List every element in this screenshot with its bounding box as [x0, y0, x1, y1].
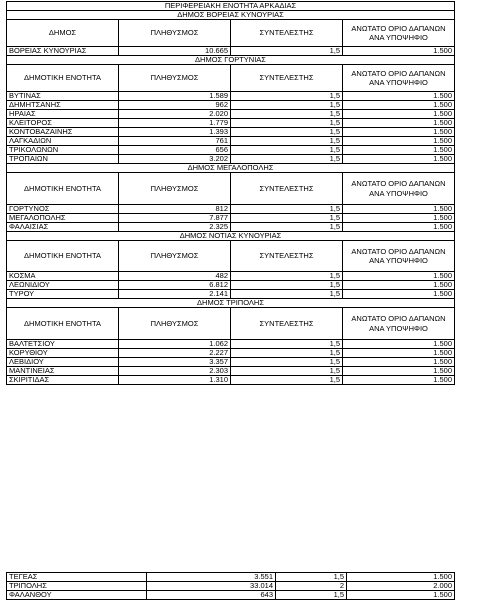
header-max-limit: ΑΝΩΤΑΤΟ ΟΡΙΟ ΔΑΠΑΝΩΝ ΑΝΑ ΥΠΟΨΗΦΙΟ: [343, 241, 455, 272]
unit-name: ΒΥΤΙΝΑΣ: [7, 92, 119, 101]
unit-name: ΒΑΛΤΕΤΣΙΟΥ: [7, 340, 119, 349]
max-limit-value: 1.500: [343, 119, 455, 128]
population-value: 3.202: [119, 155, 231, 164]
continuation-table: [6, 572, 455, 600]
coefficient-value: 1,5: [231, 367, 343, 376]
population-value: 2.325: [119, 223, 231, 232]
header-name: ΔΗΜΟΣ: [7, 20, 119, 47]
unit-name: ΔΗΜΗΤΣΑΝΗΣ: [7, 101, 119, 110]
coefficient-value: 1,5: [231, 281, 343, 290]
population-value: 2.303: [119, 367, 231, 376]
coefficient-value: 1,5: [231, 146, 343, 155]
column-header-row: [7, 20, 455, 47]
section-title-row: [7, 299, 455, 308]
table-row: [7, 340, 455, 349]
column-header-row: [7, 308, 455, 340]
population-value: 3.357: [119, 358, 231, 367]
coefficient-value: 1,5: [231, 47, 343, 56]
population-value: 643: [147, 591, 276, 600]
section-title-row: [7, 232, 455, 241]
header-max-limit: ΑΝΩΤΑΤΟ ΟΡΙΟ ΔΑΠΑΝΩΝ ΑΝΑ ΥΠΟΨΗΦΙΟ: [343, 308, 455, 340]
coefficient-value: 1,5: [231, 272, 343, 281]
max-limit-value: 1.500: [343, 340, 455, 349]
max-limit-value: 1.500: [343, 92, 455, 101]
main-title-row: [7, 2, 455, 11]
column-header-row: [7, 65, 455, 92]
table-row: [7, 272, 455, 281]
section-title: ΔΗΜΟΣ ΝΟΤΙΑΣ ΚΥΝΟΥΡΙΑΣ: [7, 232, 455, 241]
coefficient-value: 1,5: [276, 573, 347, 582]
unit-name: ΤΡΙΚΟΛΩΝΩΝ: [7, 146, 119, 155]
header-coefficient: ΣΥΝΤΕΛΕΣΤΗΣ: [231, 308, 343, 340]
table-row: [7, 582, 455, 591]
unit-name: ΣΚΙΡΙΤΙΔΑΣ: [7, 376, 119, 385]
coefficient-value: 1,5: [231, 155, 343, 164]
coefficient-value: 1,5: [231, 205, 343, 214]
header-population: ΠΛΗΘΥΣΜΟΣ: [119, 308, 231, 340]
unit-name: ΜΑΝΤΙΝΕΙΑΣ: [7, 367, 119, 376]
max-limit-value: 1.500: [343, 47, 455, 56]
table-row: [7, 47, 455, 56]
table-row: [7, 205, 455, 214]
unit-name: ΛΑΓΚΑΔΙΩΝ: [7, 137, 119, 146]
coefficient-value: 1,5: [231, 349, 343, 358]
max-limit-value: 1.500: [343, 349, 455, 358]
population-limits-table: [6, 1, 455, 385]
section-title: ΔΗΜΟΣ ΓΟΡΤΥΝΙΑΣ: [7, 56, 455, 65]
header-name: ΔΗΜΟΤΙΚΗ ΕΝΟΤΗΤΑ: [7, 173, 119, 205]
unit-name: ΦΑΛΑΝΘΟΥ: [7, 591, 147, 600]
coefficient-value: 1,5: [231, 223, 343, 232]
unit-name: ΛΕΩΝΙΔΙΟΥ: [7, 281, 119, 290]
table-row: [7, 358, 455, 367]
unit-name: ΚΟΡΥΘΙΟΥ: [7, 349, 119, 358]
coefficient-value: 1,5: [231, 128, 343, 137]
max-limit-value: 1.500: [343, 223, 455, 232]
population-value: 1.310: [119, 376, 231, 385]
table-row: [7, 110, 455, 119]
unit-name: ΗΡΑΙΑΣ: [7, 110, 119, 119]
table-row: [7, 137, 455, 146]
population-value: 2.020: [119, 110, 231, 119]
coefficient-value: 1,5: [231, 137, 343, 146]
table-row: [7, 146, 455, 155]
population-value: 962: [119, 101, 231, 110]
table-row: [7, 92, 455, 101]
section-title: ΔΗΜΟΣ ΜΕΓΑΛΟΠΟΛΗΣ: [7, 164, 455, 173]
table-row: [7, 573, 455, 582]
table-row: [7, 223, 455, 232]
max-limit-value: 1.500: [343, 367, 455, 376]
max-limit-value: 1.500: [343, 214, 455, 223]
population-value: 761: [119, 137, 231, 146]
population-value: 1.779: [119, 119, 231, 128]
population-value: 2.227: [119, 349, 231, 358]
coefficient-value: 2: [276, 582, 347, 591]
max-limit-value: 1.500: [343, 290, 455, 299]
max-limit-value: 1.500: [343, 155, 455, 164]
section-title-row: [7, 164, 455, 173]
unit-name: ΓΟΡΤΥΝΟΣ: [7, 205, 119, 214]
table-row: [7, 367, 455, 376]
max-limit-value: 1.500: [343, 376, 455, 385]
section-title: ΔΗΜΟΣ ΒΟΡΕΙΑΣ ΚΥΝΟΥΡΙΑΣ: [7, 11, 455, 20]
table-row: [7, 101, 455, 110]
header-coefficient: ΣΥΝΤΕΛΕΣΤΗΣ: [231, 241, 343, 272]
unit-name: ΤΡΙΠΟΛΗΣ: [7, 582, 147, 591]
population-value: 1.062: [119, 340, 231, 349]
max-limit-value: 1.500: [343, 358, 455, 367]
unit-name: ΤΕΓΕΑΣ: [7, 573, 147, 582]
column-header-row: [7, 241, 455, 272]
max-limit-value: 1.500: [343, 272, 455, 281]
main-title: ΠΕΡΙΦΕΡΕΙΑΚΗ ΕΝΟΤΗΤΑ ΑΡΚΑΔΙΑΣ: [7, 2, 455, 11]
table-row: [7, 376, 455, 385]
unit-name: ΚΛΕΙΤΟΡΟΣ: [7, 119, 119, 128]
max-limit-value: 1.500: [343, 137, 455, 146]
table-row: [7, 214, 455, 223]
population-value: 3.551: [147, 573, 276, 582]
table-row: [7, 281, 455, 290]
max-limit-value: 1.500: [347, 591, 455, 600]
coefficient-value: 1,5: [231, 340, 343, 349]
table-row: [7, 591, 455, 600]
max-limit-value: 1.500: [343, 205, 455, 214]
header-coefficient: ΣΥΝΤΕΛΕΣΤΗΣ: [231, 20, 343, 47]
unit-name: ΒΟΡΕΙΑΣ ΚΥΝΟΥΡΙΑΣ: [7, 47, 119, 56]
column-header-row: [7, 173, 455, 205]
header-name: ΔΗΜΟΤΙΚΗ ΕΝΟΤΗΤΑ: [7, 241, 119, 272]
coefficient-value: 1,5: [231, 119, 343, 128]
population-value: 812: [119, 205, 231, 214]
coefficient-value: 1,5: [231, 110, 343, 119]
max-limit-value: 1.500: [343, 110, 455, 119]
population-value: 2.141: [119, 290, 231, 299]
table-row: [7, 290, 455, 299]
header-name: ΔΗΜΟΤΙΚΗ ΕΝΟΤΗΤΑ: [7, 65, 119, 92]
section-title-row: [7, 56, 455, 65]
population-value: 6.812: [119, 281, 231, 290]
unit-name: ΚΟΝΤΟΒΑΖΑΙΝΗΣ: [7, 128, 119, 137]
population-value: 656: [119, 146, 231, 155]
header-population: ΠΛΗΘΥΣΜΟΣ: [119, 241, 231, 272]
coefficient-value: 1,5: [276, 591, 347, 600]
header-population: ΠΛΗΘΥΣΜΟΣ: [119, 65, 231, 92]
coefficient-value: 1,5: [231, 290, 343, 299]
header-name: ΔΗΜΟΤΙΚΗ ΕΝΟΤΗΤΑ: [7, 308, 119, 340]
coefficient-value: 1,5: [231, 358, 343, 367]
table-row: [7, 119, 455, 128]
table-row: [7, 155, 455, 164]
max-limit-value: 1.500: [343, 128, 455, 137]
unit-name: ΛΕΒΙΔΙΟΥ: [7, 358, 119, 367]
max-limit-value: 1.500: [343, 146, 455, 155]
population-value: 7.877: [119, 214, 231, 223]
unit-name: ΦΑΛΑΙΣΙΑΣ: [7, 223, 119, 232]
max-limit-value: 1.500: [347, 573, 455, 582]
population-value: 1.393: [119, 128, 231, 137]
header-coefficient: ΣΥΝΤΕΛΕΣΤΗΣ: [231, 173, 343, 205]
section-title-row: [7, 11, 455, 20]
header-coefficient: ΣΥΝΤΕΛΕΣΤΗΣ: [231, 65, 343, 92]
coefficient-value: 1,5: [231, 92, 343, 101]
header-population: ΠΛΗΘΥΣΜΟΣ: [119, 173, 231, 205]
table-row: [7, 128, 455, 137]
max-limit-value: 2.000: [347, 582, 455, 591]
coefficient-value: 1,5: [231, 214, 343, 223]
header-max-limit: ΑΝΩΤΑΤΟ ΟΡΙΟ ΔΑΠΑΝΩΝ ΑΝΑ ΥΠΟΨΗΦΙΟ: [343, 20, 455, 47]
max-limit-value: 1.500: [343, 281, 455, 290]
population-value: 482: [119, 272, 231, 281]
coefficient-value: 1,5: [231, 376, 343, 385]
section-title: ΔΗΜΟΣ ΤΡΙΠΟΛΗΣ: [7, 299, 455, 308]
coefficient-value: 1,5: [231, 101, 343, 110]
header-max-limit: ΑΝΩΤΑΤΟ ΟΡΙΟ ΔΑΠΑΝΩΝ ΑΝΑ ΥΠΟΨΗΦΙΟ: [343, 173, 455, 205]
population-value: 10.665: [119, 47, 231, 56]
unit-name: ΜΕΓΑΛΟΠΟΛΗΣ: [7, 214, 119, 223]
population-value: 33.014: [147, 582, 276, 591]
population-value: 1.589: [119, 92, 231, 101]
max-limit-value: 1.500: [343, 101, 455, 110]
unit-name: ΤΡΟΠΑΙΩΝ: [7, 155, 119, 164]
unit-name: ΚΟΣΜΑ: [7, 272, 119, 281]
table-row: [7, 349, 455, 358]
unit-name: ΤΥΡΟΥ: [7, 290, 119, 299]
header-max-limit: ΑΝΩΤΑΤΟ ΟΡΙΟ ΔΑΠΑΝΩΝ ΑΝΑ ΥΠΟΨΗΦΙΟ: [343, 65, 455, 92]
header-population: ΠΛΗΘΥΣΜΟΣ: [119, 20, 231, 47]
